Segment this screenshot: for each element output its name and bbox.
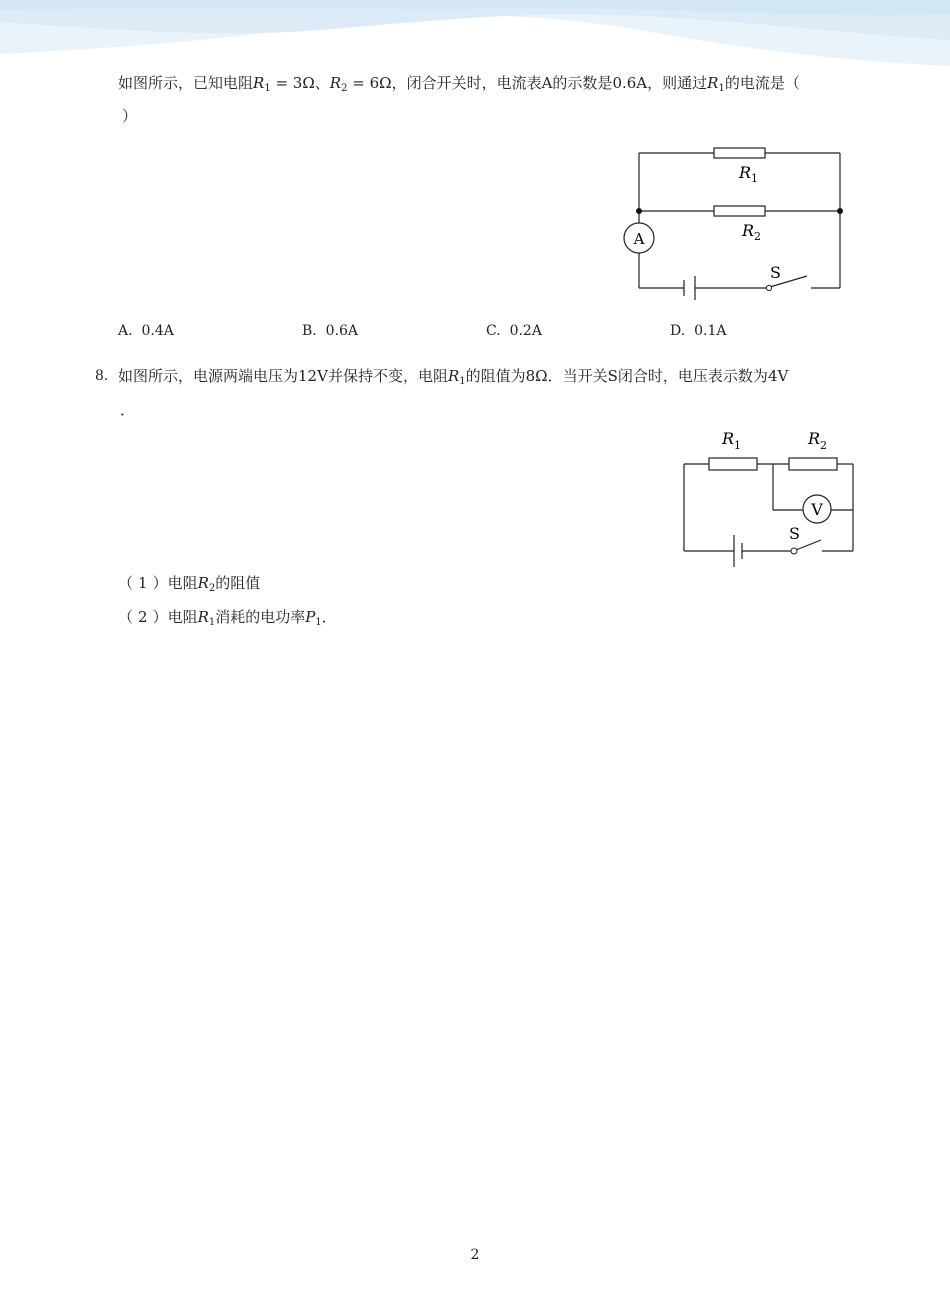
q7-stem-text: 的电流是（ (724, 74, 800, 92)
q7-circuit-r2-label: $R_2$ (742, 221, 762, 243)
paren-open: （ (118, 608, 134, 626)
q7-ammeter-label: A (633, 230, 645, 248)
q7-option-d[interactable]: D. 0.1A (670, 323, 727, 339)
q7-option-a[interactable]: A. 0.4A (118, 323, 174, 339)
q7-circuit-diagram (615, 135, 855, 305)
q8-stem-text: ．当开关 (547, 367, 608, 385)
q8-sub1-subscript: 2 (208, 583, 216, 594)
q8-switch-name: S (607, 367, 618, 385)
q8-sub1-text: 的阻值 (215, 574, 261, 592)
q8-sub2-text: 消耗的电功率 (215, 608, 306, 626)
q8-voltage: 12V (298, 367, 328, 385)
q7-switch-label: S (770, 263, 781, 282)
q8-sub1-symbol: R (197, 574, 209, 592)
q8-sub1-number: 1 (138, 574, 148, 592)
q8-stem-text: 并保持不变，电阻 (327, 367, 448, 385)
q8-circuit-r2-label: $R_2$ (808, 429, 828, 452)
q7-stem-text: ，则通过 (647, 74, 708, 92)
q8-sub2-subscript: 1 (208, 617, 216, 628)
q7-r2-value: = 6Ω (347, 74, 392, 92)
q8-sub2-power-symbol: P (305, 608, 316, 626)
q7-stem-text: 的示数是 (552, 74, 613, 92)
q8-stem-text: 闭合时，电压表示数为 (617, 367, 768, 385)
q7-circuit-r1-label: $R_1$ (739, 163, 759, 185)
q8-stem-line1 (118, 366, 788, 392)
q7-stem-text: ，闭合开关时，电流表 (391, 74, 542, 92)
q8-sub2-number: 2 (138, 608, 148, 626)
q7-r1-symbol: R (253, 74, 265, 92)
header-wave-decoration (0, 0, 950, 70)
q7-r1-symbol: R (707, 74, 719, 92)
q8-r1-symbol: R (447, 367, 460, 385)
q7-r2-subscript: 2 (341, 83, 348, 94)
q8-number: 8. (95, 368, 109, 384)
page-number: 2 (470, 1247, 480, 1263)
q8-voltmeter-reading: 4V (767, 367, 789, 385)
q7-stem-text: 如图所示，已知电阻 (118, 74, 254, 92)
q8-circuit-r1-label: $R_1$ (722, 429, 742, 452)
q7-separator: 、 (314, 74, 330, 92)
q7-option-c[interactable]: C. 0.2A (486, 323, 542, 339)
q8-switch-label: S (789, 524, 800, 543)
q8-stem-text: 如图所示，电源两端电压为 (118, 367, 299, 385)
q7-r1-value: = 3Ω (270, 74, 315, 92)
q8-circuit-diagram (675, 422, 865, 572)
q8-r1-value: 8Ω (525, 367, 548, 385)
q7-meter-name: A (541, 74, 553, 92)
q7-r1-subscript: 1 (718, 83, 725, 94)
q8-sub1-text: 电阻 (167, 574, 198, 592)
q8-stem-end: ． (120, 401, 136, 419)
q8-sub2-text: 电阻 (167, 608, 198, 626)
q7-option-b[interactable]: B. 0.6A (302, 323, 359, 339)
q8-stem-text: 的阻值为 (465, 367, 526, 385)
q7-stem-line1 (118, 73, 800, 99)
q7-stem-close: ） (122, 107, 138, 125)
paren-close: ） (152, 574, 168, 592)
q7-r1-subscript: 1 (264, 83, 271, 94)
q7-r2-symbol: R (329, 74, 342, 92)
q8-subquestion-2 (118, 607, 337, 633)
q8-subquestion-1 (118, 573, 260, 599)
q8-r1-subscript: 1 (459, 376, 466, 387)
q8-sub2-symbol: R (197, 608, 209, 626)
q8-sub2-power-subscript: 1 (315, 617, 322, 628)
paren-close: ） (152, 608, 168, 626)
q8-voltmeter-label: V (811, 500, 823, 519)
q7-current-value: 0.6A (612, 74, 648, 92)
paren-open: （ (118, 574, 134, 592)
q8-sub2-end: ． (321, 608, 337, 626)
